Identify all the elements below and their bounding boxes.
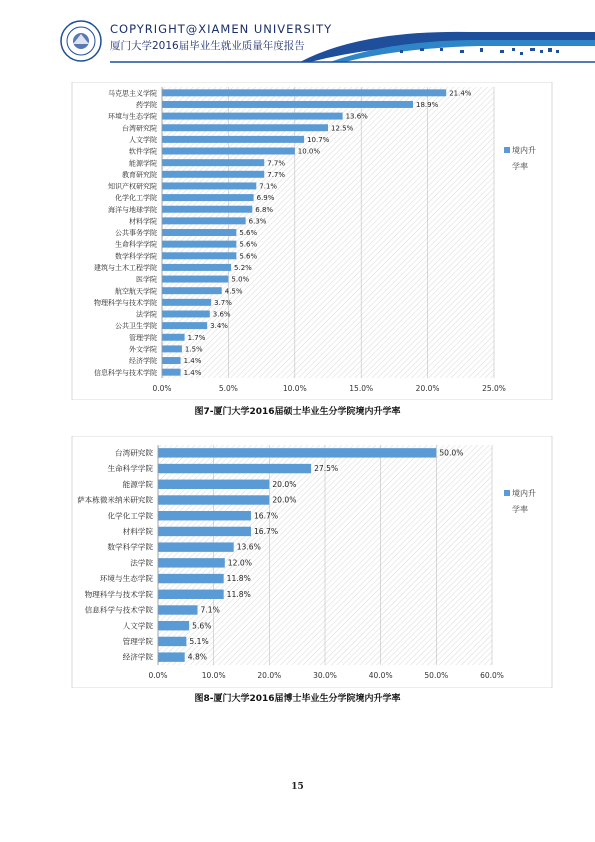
c2-data-label: 50.0% [439,448,464,458]
c1-category-label: 信息科学与技术学院 [94,368,157,377]
c2-data-label: 11.8% [226,589,251,599]
c2-category-label: 化学化工学院 [107,511,153,521]
c2-data-label: 4.8% [187,652,208,662]
c2-data-label: 5.1% [189,637,209,647]
c1-data-label: 1.5% [184,345,203,354]
c1-data-label: 3.4% [210,322,228,331]
c2-bar [158,480,269,489]
c1-bar [162,148,295,155]
c1-legend-swatch [504,147,510,153]
c2-x-tick-label: 20.0% [257,671,282,680]
c2-category-label: 信息科学与技术学院 [84,605,153,615]
c2-x-tick-label: 30.0% [313,671,337,680]
c1-bar [162,124,328,131]
page-number: 15 [291,782,304,792]
c1-bar [162,299,211,306]
c1-data-label: 5.6% [239,252,258,261]
c2-data-label: 16.7% [253,527,279,537]
c1-bar [162,101,413,108]
c1-x-tick-label: 25.0% [482,384,506,393]
c2-data-label: 20.0% [272,479,297,489]
c2-x-tick-label: 10.0% [201,671,226,680]
c2-data-label: 7.1% [200,605,220,615]
c1-x-tick-label: 5.0% [218,384,238,393]
university-seal-logo [60,20,102,62]
c1-data-label: 6.8% [255,205,274,214]
c2-bar [158,652,185,661]
c1-x-tick-label: 10.0% [282,384,307,393]
c1-category-label: 生命科学学院 [115,240,157,249]
c1-category-label: 海洋与地球学院 [108,205,157,214]
c2-legend-label: 境内升 [512,489,536,498]
c2-x-tick-label: 0.0% [148,671,168,680]
c1-data-label: 5.0% [231,275,250,284]
c1-bar [162,310,210,317]
c1-data-label: 10.0% [297,147,321,156]
c1-bar [162,322,207,329]
page-header [0,0,595,70]
c1-category-label: 能源学院 [129,159,157,168]
c1-category-label: 材料学院 [129,217,157,226]
c1-bar [162,182,256,189]
c2-data-label: 13.6% [236,542,261,552]
c1-category-label: 建筑与土木工程学院 [94,264,157,273]
c1-category-label: 公共卫生学院 [115,322,157,331]
chart-title-doctoral: 图8-厦门大学2016届博士毕业生分学院境内升学率 [194,694,401,704]
c1-bar [162,345,182,352]
c1-x-tick-label: 15.0% [349,384,374,393]
c2-category-label: 台湾研究院 [115,448,153,458]
c1-x-tick-label: 0.0% [152,384,172,393]
c1-bar [162,194,254,201]
c1-category-label: 经济学院 [129,357,157,366]
chart-doctoral-rates [0,436,595,688]
c1-category-label: 公共事务学院 [115,229,157,238]
c1-bar [162,206,252,213]
c1-data-label: 5.6% [239,229,258,238]
c2-bar [158,621,189,630]
c1-category-label: 环境与生态学院 [108,112,157,121]
c1-data-label: 21.4% [449,89,472,98]
c2-bar [158,527,251,536]
c1-data-label: 13.6% [345,112,368,121]
c2-data-label: 16.7% [253,511,279,521]
c2-bar [158,605,198,614]
c2-bar [158,637,186,646]
c1-bar [162,217,246,224]
c1-category-label: 管理学院 [129,333,157,342]
c2-data-label: 27.5% [314,464,339,474]
c1-bar [162,264,231,271]
c1-data-label: 5.6% [239,240,258,249]
c1-bar [162,229,236,236]
c2-category-label: 生命科学学院 [107,464,153,474]
c2-category-label: 管理学院 [122,637,153,647]
c1-category-label: 医学院 [136,275,157,284]
c1-bar [162,252,236,259]
c1-category-label: 物理科学与技术学院 [94,298,157,307]
c2-category-label: 物理科学与技术学院 [84,589,153,599]
c2-data-label: 12.0% [227,558,252,568]
c2-category-label: 数学科学学院 [107,542,153,552]
c1-category-label: 外文学院 [129,345,157,354]
c1-data-label: 7.7% [267,170,286,179]
chart-masters-rates [0,82,595,400]
c2-data-label: 5.6% [192,621,212,631]
c2-bar [158,558,225,567]
c1-data-label: 10.7% [307,135,330,144]
c1-category-label: 航空航天学院 [115,287,157,296]
c1-data-label: 3.6% [212,310,231,319]
c1-data-label: 7.1% [259,182,278,191]
c2-category-label: 环境与生态学院 [99,574,153,584]
c1-data-label: 1.4% [183,368,202,377]
c2-bar [158,448,436,457]
c1-category-label: 药学院 [136,101,157,110]
c1-category-label: 人文学院 [129,135,157,144]
c1-data-label: 4.5% [224,287,243,296]
c1-bar [162,171,264,178]
c1-data-label: 1.4% [183,357,202,366]
c2-bar [158,464,311,473]
c1-category-label: 台湾研究院 [122,124,157,133]
c2-x-tick-label: 60.0% [480,671,504,680]
header-title-en: COPYRIGHT@XIAMEN UNIVERSITY [110,22,333,36]
c2-bar [158,590,224,599]
c1-bar [162,276,228,283]
c2-bar [158,574,224,583]
c1-x-tick-label: 20.0% [415,384,440,393]
c1-category-label: 软件学院 [129,147,157,156]
c1-category-label: 化学化工学院 [115,194,157,203]
c1-data-label: 6.3% [248,217,267,226]
c2-category-label: 法学院 [130,558,153,568]
c1-bar [162,334,185,341]
c1-bar [162,159,264,166]
c1-data-label: 6.9% [256,194,275,203]
c2-category-label: 经济学院 [122,652,153,662]
c2-data-label: 11.8% [226,574,251,584]
c1-category-label: 教育研究院 [122,170,157,179]
c1-data-label: 3.7% [214,298,232,307]
c2-category-label: 材料学院 [122,527,153,537]
c1-legend-label: 境内升 [512,146,536,155]
c2-category-label: 人文学院 [122,621,153,631]
c2-bar [158,511,251,520]
c1-data-label: 7.7% [267,159,286,168]
c1-data-label: 5.2% [234,264,252,273]
c1-data-label: 1.7% [187,333,206,342]
c2-category-label: 能源学院 [122,479,153,489]
c1-legend-label: 学率 [512,162,528,171]
c1-category-label: 数学科学学院 [115,252,157,261]
c1-bar [162,136,304,143]
c1-data-label: 18.9% [415,101,439,110]
c2-category-label: 萨本栋微米纳米研究院 [77,495,153,505]
c2-legend-swatch [504,490,510,496]
c1-bar [162,89,446,96]
c2-bar [158,542,234,551]
c1-bar [162,113,343,120]
c1-data-label: 12.5% [331,124,354,133]
c2-bar [158,495,269,504]
chart-title-masters: 图7-厦门大学2016届硕士毕业生分学院境内升学率 [194,407,401,417]
c1-category-label: 法学院 [136,310,157,319]
c2-x-tick-label: 50.0% [424,671,449,680]
c1-bar [162,241,236,248]
c1-bar [162,287,222,294]
c2-x-tick-label: 40.0% [368,671,393,680]
header-title-cn: 厦门大学2016届毕业生就业质量年度报告 [110,40,305,52]
c1-category-label: 马克思主义学院 [108,89,157,98]
c1-bar [162,357,181,364]
c1-category-label: 知识产权研究院 [108,182,157,191]
c2-legend-label: 学率 [512,505,528,514]
c2-data-label: 20.0% [272,495,297,505]
c1-bar [162,369,181,376]
